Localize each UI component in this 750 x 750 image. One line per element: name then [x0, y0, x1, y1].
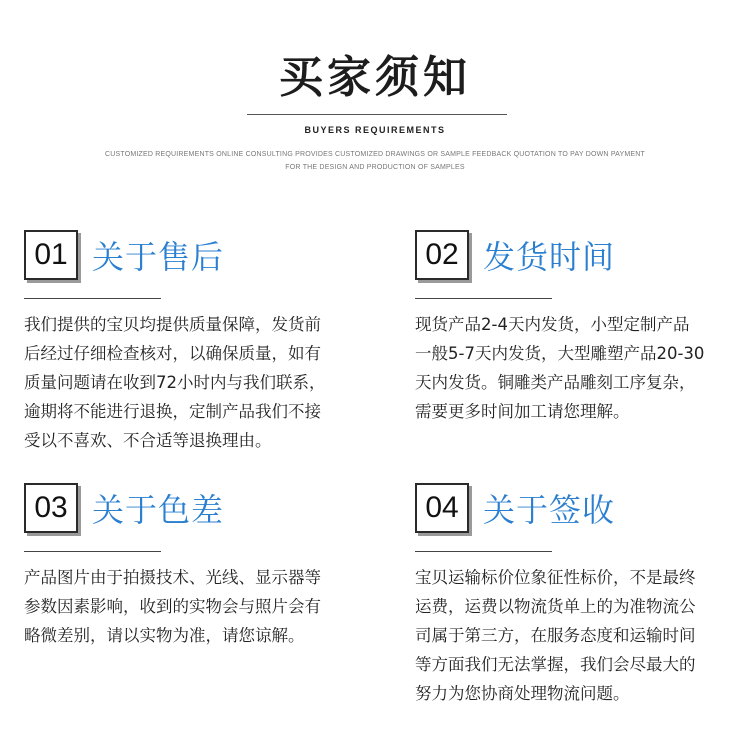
section-number-badge: 04	[415, 483, 469, 533]
section-number-badge: 03	[24, 483, 78, 533]
section-number-badge: 02	[415, 230, 469, 280]
section-title: 关于色差	[92, 491, 225, 529]
section-title: 关于签收	[483, 491, 616, 529]
body-line: 参数因素影响，收到的实物会与照片会有	[24, 597, 321, 616]
description-line: FOR THE DESIGN AND PRODUCTION OF SAMPLES	[285, 164, 465, 171]
body-line: 等方面我们无法掌握，我们会尽最大的	[415, 655, 696, 674]
body-line: 略微差别，请以实物为准，请您谅解。	[24, 626, 305, 645]
description-line: CUSTOMIZED REQUIREMENTS ONLINE CONSULTING PROVIDES CUSTOMIZED DRAWINGS OR SAMPLE FEEDBACK QUOTATION TO PAY DOWN PAYMENT	[104, 151, 646, 158]
title-divider	[247, 114, 507, 115]
section-divider	[24, 551, 161, 552]
section-body	[415, 563, 750, 708]
body-line: 受以不喜欢、不合适等退换理由。	[24, 431, 272, 450]
body-line: 逾期将不能进行退换，定制产品我们不接	[24, 402, 321, 421]
section-body	[24, 310, 364, 455]
section-body	[24, 563, 364, 650]
body-line: 产品图片由于拍摄技术、光线、显示器等	[24, 568, 321, 587]
section-title: 发货时间	[483, 238, 616, 276]
section-divider	[415, 298, 552, 299]
body-line: 后经过仔细检查核对，以确保质量，如有	[24, 344, 321, 363]
body-line: 努力为您协商处理物流问题。	[415, 684, 630, 703]
body-line: 司属于第三方，在服务态度和运输时间	[415, 626, 696, 645]
body-line: 一般5-7天内发货，大型雕塑产品20-30	[415, 344, 705, 363]
body-line: 宝贝运输标价位象征性标价，不是最终	[415, 568, 696, 587]
header-description	[60, 148, 690, 174]
body-line: 我们提供的宝贝均提供质量保障，发货前	[24, 315, 321, 334]
page-subtitle: BUYERS REQUIREMENTS	[304, 125, 446, 135]
body-line: 现货产品2-4天内发货，小型定制产品	[415, 315, 690, 334]
body-line: 运费，运费以物流货单上的为准物流公	[415, 597, 696, 616]
section-number-badge: 01	[24, 230, 78, 280]
section-divider	[415, 551, 552, 552]
section-body	[415, 310, 750, 426]
page-title: 买家须知	[279, 52, 471, 103]
body-line: 天内发货。铜雕类产品雕刻工序复杂，	[415, 373, 696, 392]
body-line: 需要更多时间加工请您理解。	[415, 402, 630, 421]
section-divider	[24, 298, 161, 299]
section-title: 关于售后	[92, 238, 225, 276]
body-line: 质量问题请在收到72小时内与我们联系，	[24, 373, 326, 392]
